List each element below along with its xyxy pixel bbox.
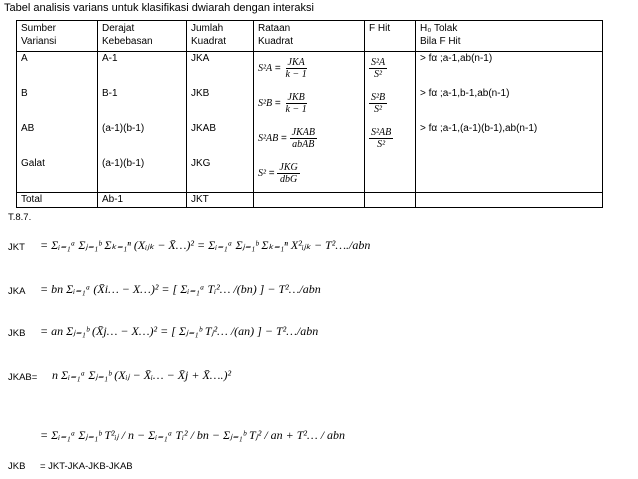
jkb-equation: = an Σⱼ₌₁ᵇ (X̄j… − X…)² = [ Σⱼ₌₁ᵇ Tⱼ²… /(an) ] − T²…/abn <box>40 324 319 338</box>
f-cell: $\frac{\text{S²B}}{\text{S²}}$ <box>365 87 416 122</box>
df-cell: (a-1)(b-1) <box>98 157 187 193</box>
jkab-label: JKAB= <box>8 372 38 383</box>
ss-cell: JKAB <box>187 122 254 157</box>
header-cell: F Hit <box>365 21 416 52</box>
jka-equation: = bn Σᵢ₌₁ᵃ (X̄i… − X…)² = [ Σᵢ₌₁ᵃ Tᵢ²… /(bn) ] − T²…/abn <box>40 282 321 296</box>
table-row <box>17 157 603 193</box>
f-cell <box>365 157 416 193</box>
f-cell: $\frac{\text{S²AB}}{\text{S²}}$ <box>365 122 416 157</box>
f-cell: $\frac{\text{S²A}}{\text{S²}}$ <box>365 52 416 88</box>
df-cell: A-1 <box>98 52 187 88</box>
header-cell: H₀ Tolak Bila F Hit <box>416 21 603 52</box>
source-cell: Galat <box>17 157 98 193</box>
jkab-expanded-equation: = Σᵢ₌₁ᵃ Σⱼ₌₁ᵇ T²ᵢⱼ / n − Σᵢ₌₁ᵃ Tᵢ² / bn − Σⱼ₌₁ᵇ Tⱼ² / an + T²… / abn <box>40 428 346 442</box>
jkt-equation: = Σᵢ₌₁ᵃ Σⱼ₌₁ᵇ Σₖ₌₁ⁿ (Xᵢⱼₖ − X̄…)² = Σᵢ₌₁ᵃ Σⱼ₌₁ᵇ Σₖ₌₁ⁿ X²ᵢⱼₖ − T²…./abn <box>40 238 371 252</box>
ss-cell: JKT <box>187 193 254 208</box>
df-cell: (a-1)(b-1) <box>98 122 187 157</box>
table-row <box>17 52 603 88</box>
jkab-equation: n Σᵢ₌₁ᵃ Σⱼ₌₁ᵇ (Xᵢⱼ − X̄ᵢ… − X̄j + X̄….)² <box>52 368 232 382</box>
jka-label: JKA <box>8 286 26 297</box>
df-cell: Ab-1 <box>98 193 187 208</box>
header-cell: Derajat Kebebasan <box>98 21 187 52</box>
ms-cell: S²AB = $\frac{\text{JKAB}}{\text{abAB}}$ <box>254 122 365 157</box>
source-cell: Total <box>17 193 98 208</box>
reject-cell: > fα ;a-1,ab(n-1) <box>416 52 603 88</box>
ss-cell: JKA <box>187 52 254 88</box>
table-row <box>17 87 603 122</box>
ms-cell: S²A = $\frac{\text{JKA}}{k - 1}$ <box>254 52 365 88</box>
table-row-total <box>17 193 603 208</box>
ss-cell: JKG <box>187 157 254 193</box>
jkt-label: JKT <box>8 242 25 253</box>
jkb-final-label: JKB <box>8 461 26 472</box>
header-cell: Sumber Variansi <box>17 21 98 52</box>
jkb-final-equation: = JKT-JKA-JKB-JKAB <box>40 461 133 472</box>
source-cell: A <box>17 52 98 88</box>
header-cell: Jumlah Kuadrat <box>187 21 254 52</box>
df-cell: B-1 <box>98 87 187 122</box>
anova-table <box>16 20 603 208</box>
ss-cell: JKB <box>187 87 254 122</box>
section-label: T.8.7. <box>8 212 32 223</box>
header-cell: Rataan Kuadrat <box>254 21 365 52</box>
source-cell: AB <box>17 122 98 157</box>
table-caption: Tabel analisis varians untuk klasifikasi dwiarah dengan interaksi <box>4 2 314 14</box>
table-header-row <box>17 21 603 52</box>
reject-cell: > fα ;a-1,b-1,ab(n-1) <box>416 87 603 122</box>
reject-cell <box>416 157 603 193</box>
source-cell: B <box>17 87 98 122</box>
ms-cell: S² = $\frac{\text{JKG}}{\text{dbG}}$ <box>254 157 365 193</box>
jkb-label: JKB <box>8 328 26 339</box>
ms-cell: S²B = $\frac{\text{JKB}}{k - 1}$ <box>254 87 365 122</box>
table-row <box>17 122 603 157</box>
reject-cell: > fα ;a-1,(a-1)(b-1),ab(n-1) <box>416 122 603 157</box>
